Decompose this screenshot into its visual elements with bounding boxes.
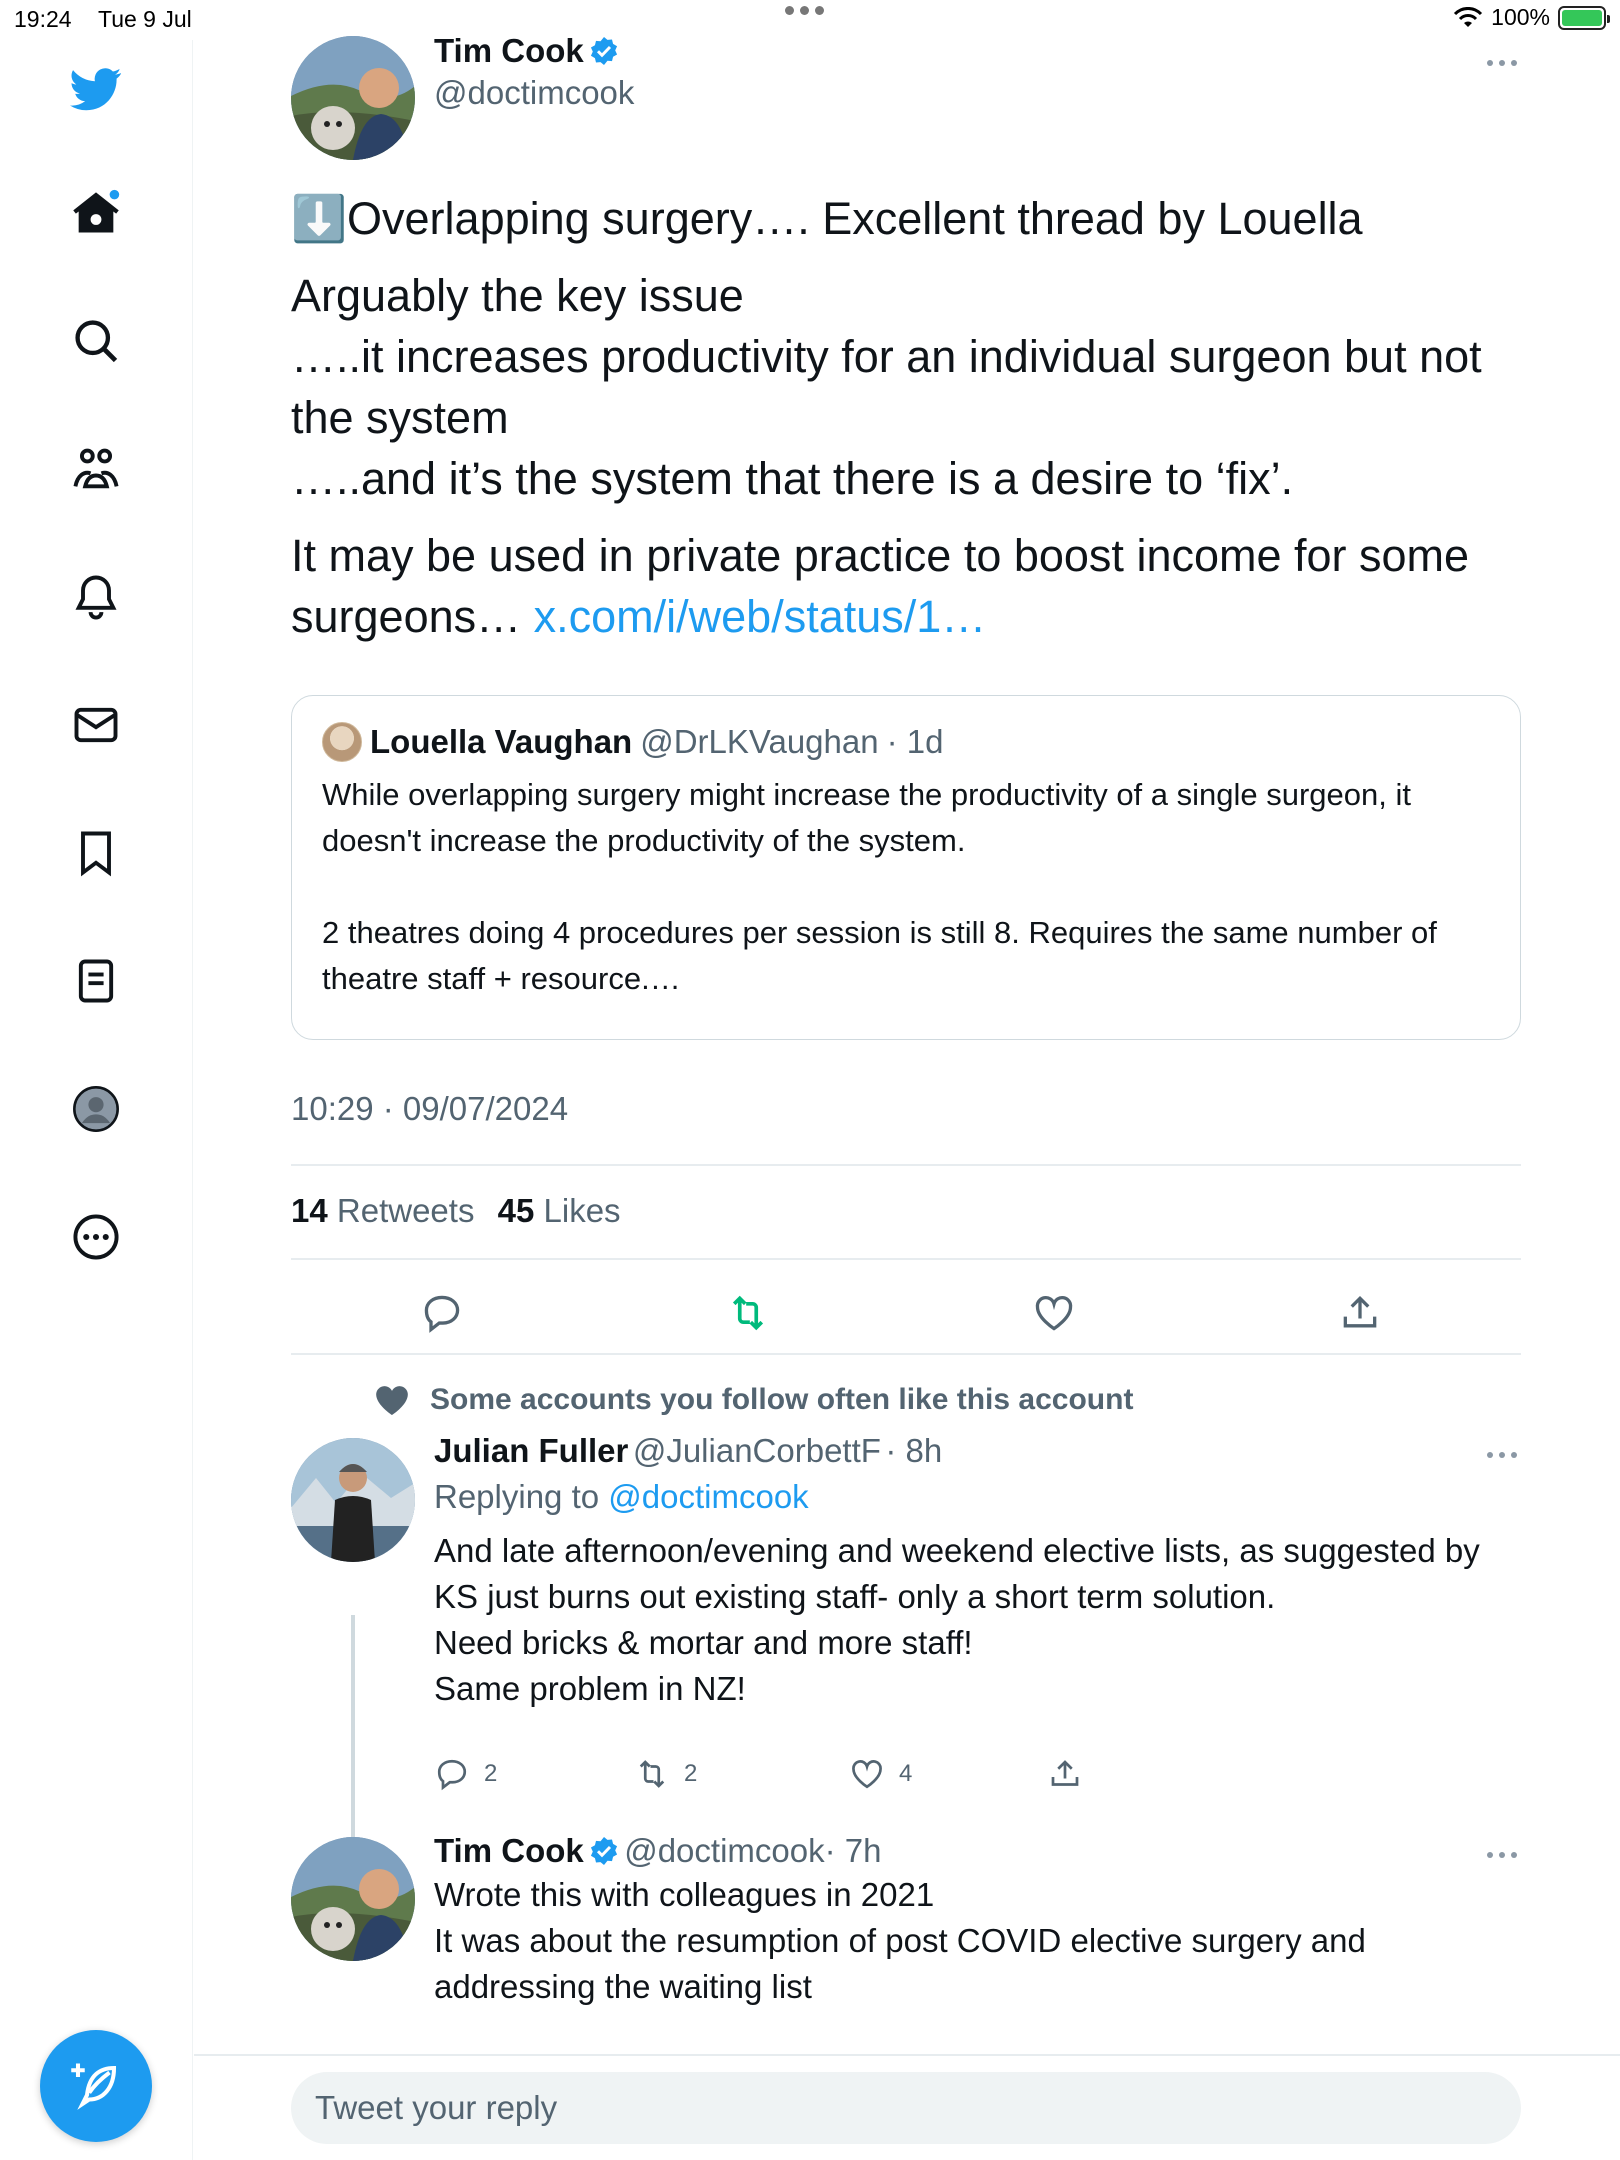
tweet-detail-column [194,32,1620,2160]
reply-text-line: It was about the resumption of post COVID elective surgery and [434,1922,1366,1959]
reply-more-options-icon[interactable] [1482,1445,1522,1465]
social-context-text: Some accounts you follow often like this account [430,1383,1134,1416]
bookmarks-icon[interactable] [65,822,127,884]
status-time: 19:24 [14,6,72,32]
reply-share-button[interactable] [1047,1756,1083,1792]
author-info [434,32,634,112]
author-name[interactable]: Tim Cook [434,32,584,69]
retweets-label: Retweets [336,1192,475,1229]
thread-connector-line [351,1615,355,1870]
reply-reply-button[interactable] [434,1756,634,1792]
quote-author-handle: @DrLKVaughan [640,723,879,760]
quote-time: · 1d [886,723,944,760]
verified-badge-icon [588,35,620,67]
profile-icon[interactable] [65,1078,127,1140]
reply-button[interactable] [414,1285,470,1341]
home-icon[interactable] [65,182,127,244]
communities-icon[interactable] [65,438,127,500]
tweet-text-line: …..and it’s the system that there is a desire to ‘fix’. [291,453,1294,504]
replying-to-prefix: Replying to [434,1478,609,1515]
author-avatar[interactable] [291,36,415,160]
multitasking-dots-icon[interactable] [785,6,833,15]
battery-percentage: 100% [1491,4,1550,30]
replying-to-link[interactable]: @doctimcook [608,1478,809,1515]
divider [291,1164,1521,1166]
reply-text-line: And late afternoon/evening and weekend elective lists, as suggested by [434,1532,1480,1569]
retweets-count: 14 [291,1192,328,1229]
heart-icon [849,1756,885,1792]
reply-icon [420,1291,464,1335]
tweet-text-line: Arguably the key issue [291,270,744,321]
quote-body-paragraph: While overlapping surgery might increase the productivity of a single surgeon, it doesn't increase the productivity of the system. [322,777,1411,858]
reply-text-line: Wrote this with colleagues in 2021 [434,1876,935,1913]
tweet-action-bar [291,1285,1521,1355]
retweet-icon [726,1291,770,1335]
reply-time: · 7h [824,1832,882,1869]
likes-label: Likes [543,1192,621,1229]
author-handle: @doctimcook [434,74,635,111]
reply-retweet-button[interactable] [634,1756,849,1792]
wifi-icon [1453,7,1483,29]
reply-author-avatar[interactable] [291,1438,415,1562]
status-bar [0,0,1620,40]
reply-action-bar [434,1756,1083,1792]
tweet-more-options-icon[interactable] [1482,53,1522,73]
reply-author-handle: @doctimcook [624,1832,825,1869]
tweet-timestamp[interactable]: 10:29 · 09/07/2024 [291,1090,569,1127]
likes-stat[interactable] [498,1192,621,1229]
quote-author-avatar[interactable] [322,722,362,762]
reply-author-name[interactable]: Tim Cook [434,1832,584,1869]
messages-icon[interactable] [65,694,127,756]
reply-author-avatar[interactable] [291,1837,415,1961]
reply-tweet[interactable] [434,1832,1366,2010]
reply-text-line: KS just burns out existing staff- only a short term solution. [434,1578,1276,1615]
compose-tweet-button[interactable] [40,2030,152,2142]
reply-author-name[interactable]: Julian Fuller [434,1432,629,1469]
tweet-text-line: …..it increases productivity for an individual surgeon but not the system [291,331,1482,443]
share-icon [1338,1291,1382,1335]
status-right [1453,4,1606,31]
reply-text-line: addressing the waiting list [434,1968,812,2005]
divider [194,2054,1620,2056]
tweet-text-line: ⬇️Overlapping surgery…. Excellent thread by Louella [291,193,1363,244]
quote-author-name: Louella Vaughan [370,723,633,760]
reply-more-options-icon[interactable] [1482,1845,1522,1865]
heart-icon [1032,1291,1076,1335]
lists-icon[interactable] [65,950,127,1012]
notifications-icon[interactable] [65,566,127,628]
share-icon [1047,1756,1083,1792]
like-count: 4 [899,1760,913,1787]
status-date: Tue 9 Jul [98,6,192,32]
reply-text-line: Same problem in NZ! [434,1670,746,1707]
reply-count: 2 [484,1760,498,1787]
reply-text-line: Need bricks & mortar and more staff! [434,1624,973,1661]
quote-body-paragraph: 2 theatres doing 4 procedures per session is still 8. Requires the same number of theatre staff + resource.… [322,915,1437,996]
battery-icon [1558,6,1606,30]
tweet-reply-input[interactable] [291,2072,1521,2144]
retweets-stat[interactable] [291,1192,474,1229]
compose-tweet-icon [69,2059,123,2113]
sidebar [0,40,193,2160]
like-button[interactable] [1026,1285,1082,1341]
tweet-text-line: It may be used in private practice to boost income for some surgeons… [291,530,1470,642]
tweet-link[interactable]: x.com/i/web/status/1… [533,591,987,642]
retweet-count: 2 [684,1760,698,1787]
divider [291,1258,1521,1260]
search-icon[interactable] [65,310,127,372]
more-icon[interactable] [65,1206,127,1268]
likes-count: 45 [497,1192,535,1229]
divider [291,1353,1521,1355]
retweet-icon [634,1756,670,1792]
reply-icon [434,1756,470,1792]
heart-icon [372,1380,412,1420]
reply-author-handle: @JulianCorbettF [632,1432,881,1469]
tweet-stats [291,1192,621,1230]
tweet-text [291,188,1521,663]
quoted-tweet[interactable] [291,695,1521,1040]
social-context [372,1380,1133,1420]
share-button[interactable] [1332,1285,1388,1341]
retweet-button[interactable] [720,1285,776,1341]
twitter-logo-icon[interactable] [65,58,127,120]
reply-like-button[interactable] [849,1756,1047,1792]
verified-badge-icon [588,1835,620,1867]
reply-tweet[interactable] [434,1432,1480,1712]
reply-time: · 8h [885,1432,943,1469]
